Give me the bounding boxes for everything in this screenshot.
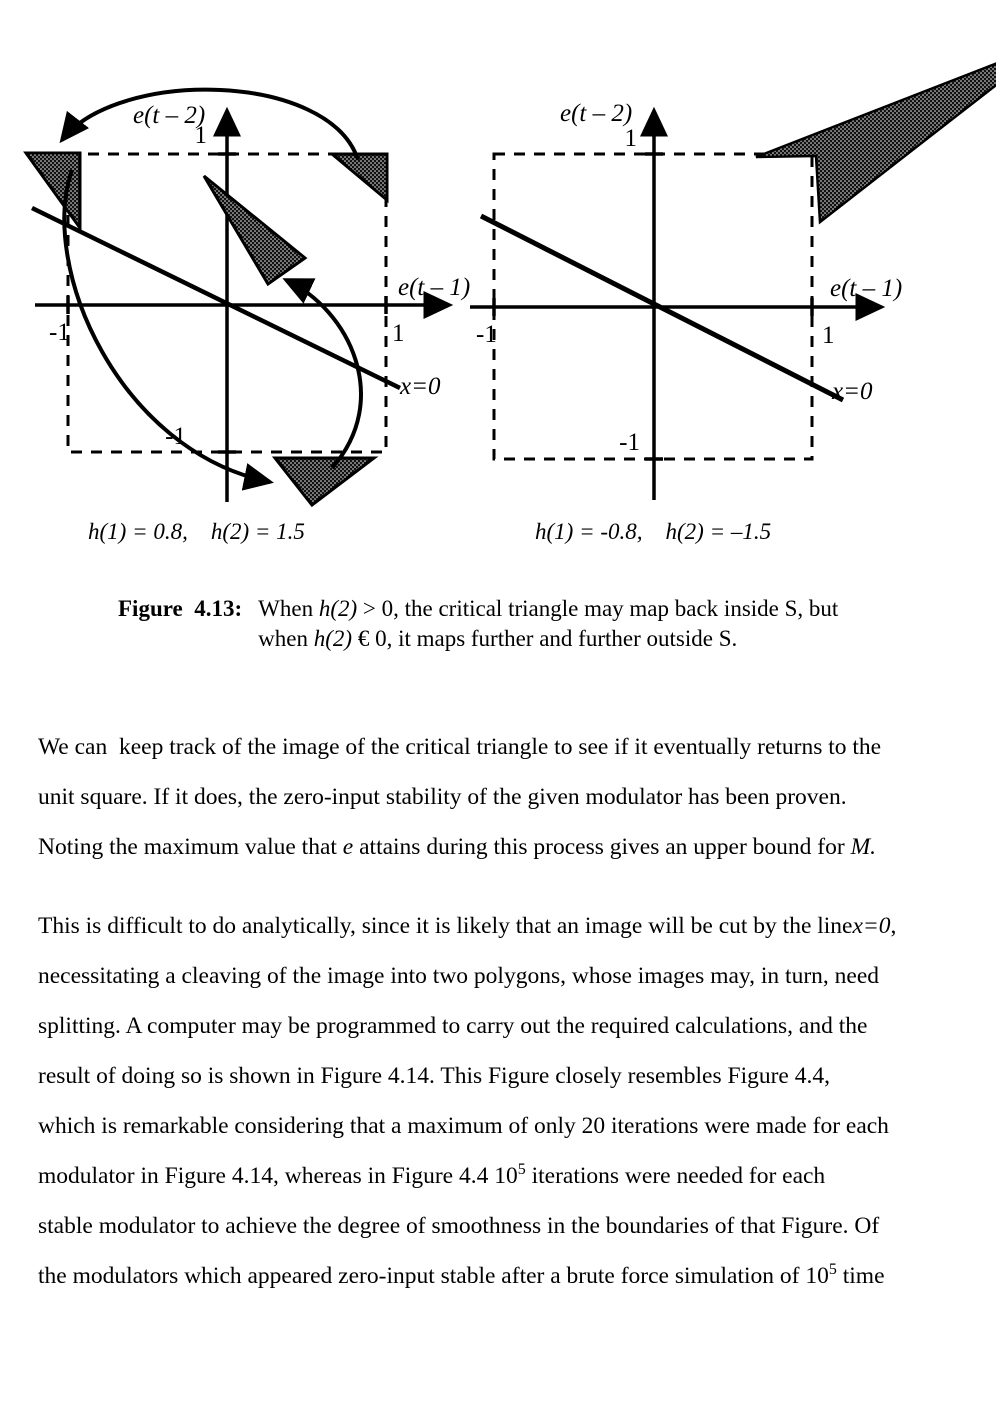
line-label-x-equals-zero-right: x=0 [832,378,873,405]
panel-left [26,90,470,505]
triangle-center-critical [204,176,305,284]
x-axis-label-right: e(t – 1) [830,275,903,302]
caption-line3: S. [718,626,738,651]
tick-label-y-pos1-right: 1 [624,125,637,152]
arrow-topright-to-topleft [62,90,358,160]
panel-right-parameters: h(1) = -0.8, h(2) = –1.5 [535,519,772,544]
paragraph-2 [38,901,960,1301]
y-axis-label-left: e(t – 2) [133,102,206,129]
triangle-bottom [275,458,374,505]
panel-right [470,62,996,500]
p2l1-italic-xeq0: x=0 [852,913,891,939]
p2l8-b: time [836,1263,885,1289]
caption-line2-math: h(2) [313,626,353,651]
paragraph-1 [38,722,960,872]
paragraph-2-line-5: which is remarkable considering that a maximum of only 20 iterations were made for each [38,1113,889,1139]
figure-4-13 [0,0,996,651]
p1l3-italic-m: M. [850,834,877,860]
diverging-image-shape [756,62,996,222]
x-axis-label-left: e(t – 1) [398,274,471,301]
tick-label-x-neg1-right: -1 [476,321,497,348]
arrow-bottom-to-center [286,280,361,468]
tick-label-x-pos1-left: 1 [392,320,405,347]
tick-label-y-pos1-left: 1 [194,122,207,149]
tick-label-y-neg1-right: -1 [619,429,640,456]
figure-caption [118,594,918,654]
p2l1-b: , [890,913,897,939]
figure-diagrams-svg [0,0,996,575]
p2l8-exponent: 5 [828,1261,837,1279]
y-axis-label-right: e(t – 2) [560,100,633,127]
p1l3-italic-e: e [342,834,354,860]
paragraph-2-line-6 [38,1151,960,1201]
p2l8-a: the modulators which appeared zero-input stable after a brute force simulation of 10 [38,1263,829,1289]
caption-line1-post: > 0, the critical triangle may map back inside [357,596,779,621]
paragraph-2-line-8 [38,1251,960,1301]
tick-label-x-neg1-left: -1 [49,319,70,346]
panel-left-parameters: h(1) = 0.8, h(2) = 1.5 [88,519,305,544]
x-equals-zero-line-left [32,208,400,388]
body-text [38,722,960,1301]
tick-label-y-neg1-left: -1 [165,423,186,450]
paragraph-1-line-3 [38,822,960,872]
caption-line1-math: h(2) [318,596,358,621]
caption-line1-pre: When [258,596,319,621]
p2l6-exponent: 5 [517,1161,526,1179]
paragraph-2-line-2: necessitating a cleaving of the image into two polygons, whose images may, in turn, need [38,963,880,989]
p1l3-a: Noting the maximum value that [38,834,343,860]
p2l6-a: modulator in Figure 4.14, whereas in Figure 4.4 10 [38,1163,518,1189]
figure-caption-label: Figure 4.13: [118,596,243,621]
p1l3-b: attains during this process gives an upper bound for [353,834,851,860]
caption-line2-pre: S, but when [258,596,839,651]
caption-line2-post: € 0, it maps further and further outside [352,626,713,651]
paragraph-2-line-3: splitting. A computer may be programmed to carry out the required calculations, and the [38,1013,868,1039]
triangle-top-right [332,154,387,200]
p2l1-a: This is difficult to do analytically, since it is likely that an image will be cut by the line [38,913,853,939]
tick-label-x-pos1-right: 1 [822,322,835,349]
p2l6-b: iterations were needed for each [525,1163,826,1189]
paragraph-1-line-1: We can keep track of the image of the critical triangle to see if it eventually returns to the [38,734,882,760]
paragraph-2-line-4: result of doing so is shown in Figure 4.14. This Figure closely resembles Figure 4.4, [38,1063,830,1089]
figure-caption-body [258,594,868,654]
line-label-x-equals-zero-left: x=0 [400,373,441,400]
paragraph-2-line-1 [38,901,960,951]
paragraph-1-line-2: unit square. If it does, the zero-input stability of the given modulator has been proven. [38,784,847,810]
paragraph-2-line-7: stable modulator to achieve the degree of smoothness in the boundaries of that Figure. Of [38,1213,880,1239]
